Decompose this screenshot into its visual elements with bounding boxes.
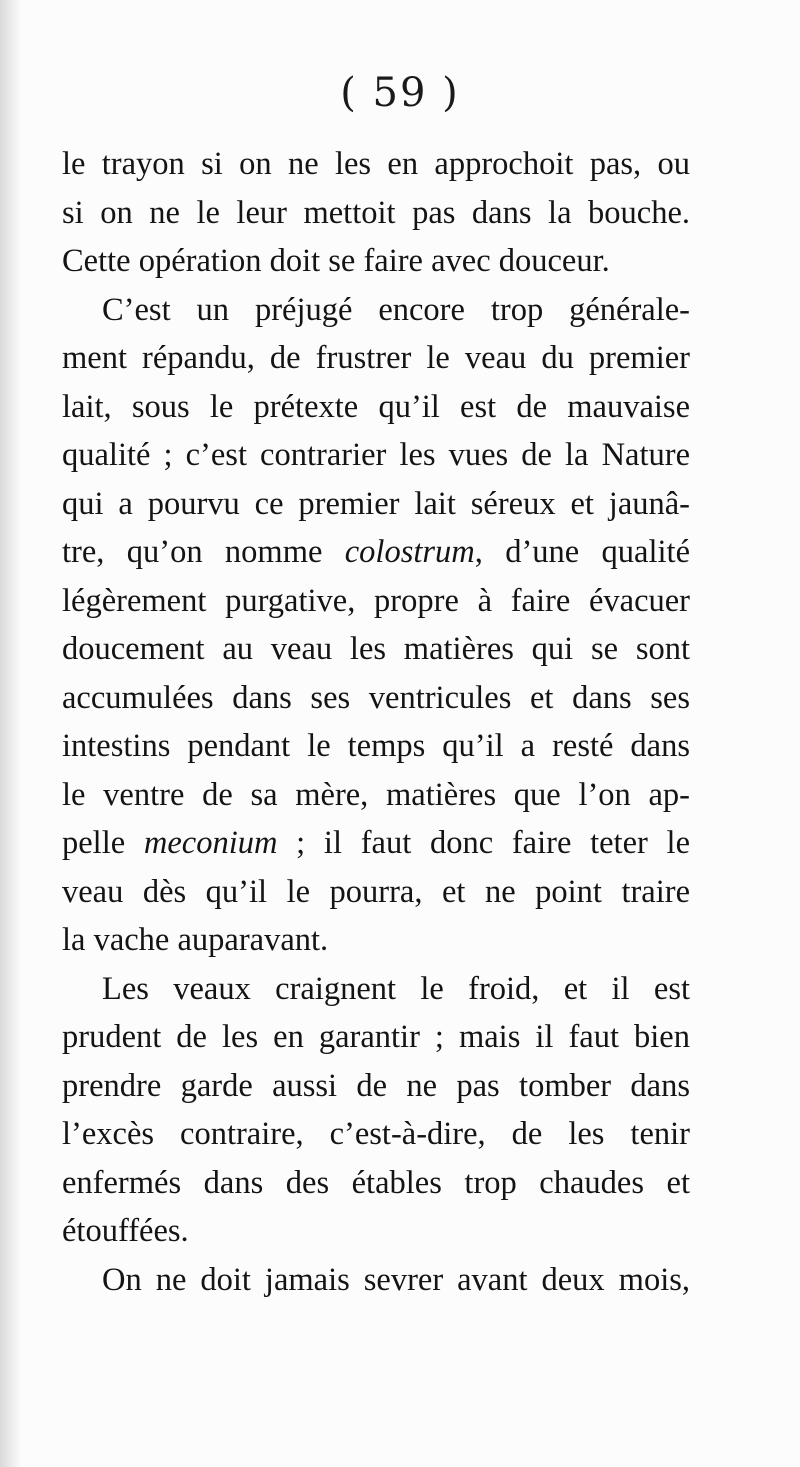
paragraph-start-line: C’est un préjugé encore trop générale-	[102, 291, 690, 328]
text-line: l’excès contraire, c’est-à-dire, de les tenir	[62, 1116, 690, 1152]
text-line: légèrement purgative, propre à faire évacuer	[62, 582, 690, 619]
text-line: si on ne le leur mettoit pas dans la bouche.	[62, 194, 690, 231]
text-line: étouffées.	[62, 1213, 189, 1249]
paragraph-start-line: Les veaux craignent le froid, et il est	[102, 970, 690, 1007]
text-line	[62, 528, 690, 577]
body-text	[62, 140, 690, 1304]
text-line: doucement au veau les matières qui se sont	[62, 631, 690, 667]
page-gutter-shadow	[0, 0, 22, 1467]
italic-term: meconium	[143, 825, 278, 861]
text-line: la vache auparavant.	[62, 922, 329, 958]
text-line: lait, sous le prétexte qu’il est de mauvaise	[62, 388, 690, 425]
text-line: accumulées dans ses ventricules et dans ses	[62, 679, 690, 716]
text-line: intestins pendant le temps qu’il a resté dans	[62, 728, 690, 764]
text-line: prendre garde aussi de ne pas tomber dans	[62, 1067, 690, 1104]
text-segment: , d’une qualité	[474, 534, 690, 570]
text-segment: ; il faut donc faire teter le	[277, 825, 690, 861]
text-line: qualité ; c’est contrarier les vues de la Nature	[62, 437, 690, 473]
italic-term: colostrum	[344, 534, 475, 570]
text-line: le trayon si on ne les en approchoit pas, ou	[62, 146, 690, 182]
text-line: Cette opération doit se faire avec douceur.	[62, 243, 610, 279]
text-line: prudent de les en garantir ; mais il faut bien	[62, 1019, 690, 1055]
paragraph-start-line: On ne doit jamais sevrer avant deux mois,	[102, 1261, 690, 1298]
text-segment: pelle	[62, 825, 144, 861]
text-line: veau dès qu’il le pourra, et ne point traire	[62, 873, 690, 910]
text-line: le ventre de sa mère, matières que l’on ap-	[62, 776, 690, 813]
page-number: ( 59 )	[340, 70, 460, 116]
text-line	[62, 819, 690, 868]
text-segment: tre, qu’on nomme	[62, 534, 345, 570]
text-line: enfermés dans des étables trop chaudes et	[62, 1164, 690, 1201]
text-line: qui a pourvu ce premier lait séreux et jaunâ-	[62, 485, 690, 522]
text-line: ment répandu, de frustrer le veau du premier	[62, 340, 690, 376]
